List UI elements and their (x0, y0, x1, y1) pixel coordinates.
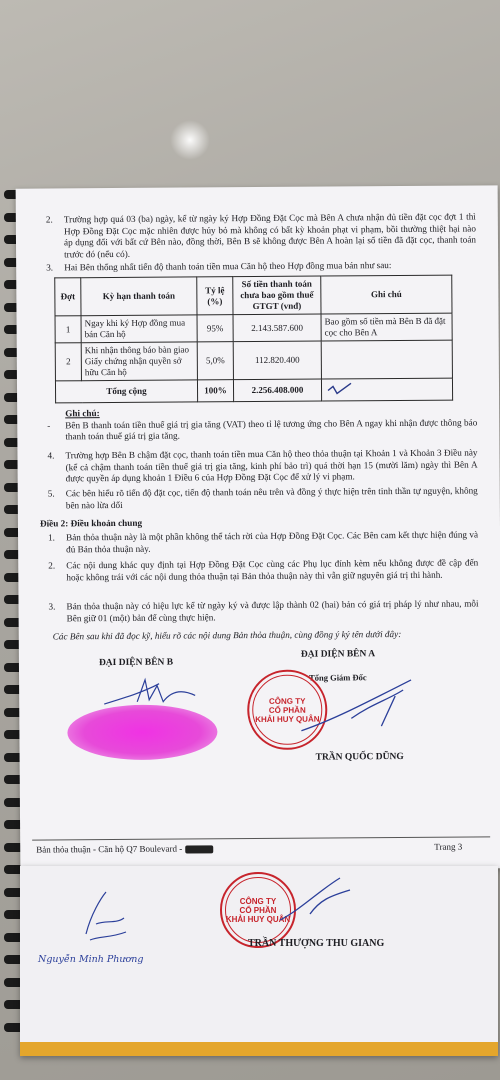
footer-left (36, 843, 213, 854)
total-so-tien: 2.256.408.000 (233, 379, 321, 402)
left-signature (66, 884, 136, 944)
cell-so-tien: 112.820.400 (233, 341, 321, 380)
clause-number: 3. (48, 601, 56, 612)
bullet-icon: - (47, 420, 51, 431)
stamp-line: CÔNG TY (239, 896, 277, 906)
stamp-line: CỔ PHẦN (268, 705, 306, 715)
clause-number: 4. (47, 450, 55, 461)
party-b-label: ĐẠI DIỆN BÊN B (98, 657, 174, 669)
redacted-block (185, 845, 213, 853)
next-page (20, 866, 498, 1056)
header-so-tien: Số tiền thanh toán chưa bao gồm thuế GTGT (vnđ) (233, 276, 321, 315)
header-ty-le: Tỷ lệ (%) (197, 277, 233, 315)
clause-number: 3. (46, 262, 54, 273)
footer-page-number: Trang 3 (434, 841, 463, 852)
party-a-signature (291, 660, 422, 741)
clause-2 (46, 211, 476, 260)
clause-text: Trường hợp Bên B chậm đặt cọc, thanh toán tiền mua Căn hộ theo thỏa thuận tại Khoản 1 và Khoản 3 Điều này (kể cả chậm thanh toán tiền thuế giá trị gia tăng, kinh phí bảo trì) quá thời hạn 15 (mười lăm) ngày thì Bên A được quyền áp dụng khoản 1 Điều 6 của Hợp Đồng Đặt Cọc để xử lý vi phạm. (65, 447, 478, 484)
article-2-item (48, 529, 478, 555)
payment-schedule-table (54, 275, 453, 404)
party-a-role: Tổng Giám Đốc (309, 672, 367, 683)
cell-ty-le: 95% (197, 315, 233, 342)
notes-title: Ghi chú: (65, 408, 100, 419)
document-page (16, 185, 500, 871)
clause-3 (46, 259, 476, 274)
clause-number: 2. (45, 214, 53, 225)
stamp-line: CÔNG TY (268, 696, 306, 706)
party-a-name: TRẦN QUỐC DŨNG (315, 751, 404, 763)
clause-text: Trường hợp quá 03 (ba) ngày, kể từ ngày ký Hợp Đồng Đặt Cọc mà Bên A chưa nhận đủ tiền đặt cọc đợt 1 thì Hợp Đồng Đặt Cọc mặc nhiên được hủy bỏ mà không có bất kỳ khoản phạt vi phạm, bồi thường thiệt hại nào áp dụng đối với bất cứ Bên nào, đồng thời, Bên B sẽ không được Bên A hoàn lại số tiền đã đặt cọc, thanh toán trước đó (nếu có). (63, 211, 477, 259)
party-a-label: ĐẠI DIỆN BÊN A (300, 649, 376, 660)
stamp-line: CỔ PHẦN (239, 905, 277, 915)
cell-dot: 1 (55, 316, 81, 343)
clause-text: Hai Bên thống nhất tiến độ thanh toán tiền mua Căn hộ theo Hợp đồng mua bán như sau: (64, 260, 392, 273)
stamp-line: KHẢI HUY QUÂN (255, 714, 320, 724)
clause-text: Bản thỏa thuận này là một phần không thể tách rời của Hợp Đồng Đặt Cọc. Các Bên cam kết thực hiện đúng và đủ Bản thỏa thuận này. (66, 529, 479, 554)
clause-5 (48, 485, 478, 511)
header-ky-han: Kỳ hạn thanh toán (81, 277, 197, 316)
total-ty-le: 100% (197, 380, 233, 402)
clause-number: 2. (48, 560, 56, 571)
closing-statement: Các Bên sau khi đã đọc kỹ, hiểu rõ các nội dung Bản thỏa thuận, cùng đồng ý ký tên dưới đây: (52, 629, 402, 642)
article-2-item (48, 557, 478, 583)
clause-number: 1. (48, 532, 55, 543)
check-mark-icon (325, 381, 355, 395)
right-signer-name: TRẦN THƯỢNG THU GIANG (248, 938, 385, 949)
cell-ghi-chu (321, 340, 452, 379)
total-label: Tổng cộng (55, 380, 197, 403)
cell-ghi-chu (321, 378, 452, 401)
article-2-title: Điều 2: Điều khoản chung (39, 517, 143, 529)
cell-ky-han: Khi nhận thông báo bàn giao Giấy chứng nhận quyền sở hữu Căn hộ (81, 342, 197, 381)
light-glare (170, 120, 210, 160)
article-2-item (49, 598, 479, 624)
footer-divider (32, 836, 490, 840)
clause-text: Các bên hiểu rõ tiến độ đặt cọc, tiến độ thanh toán nêu trên và đồng ý thực hiện trên tinh thần tự nguyện, không bên nào lừa dối (65, 485, 478, 510)
clause-text: Các nội dung khác quy định tại Hợp Đồng Đặt Cọc cùng các Phụ lục đính kèm nếu không được đề cập đến hoặc không trái với các nội dung thỏa thuận tại Bản thỏa thuận này thì vẫn giữ nguyên giá trị thi hành. (66, 557, 479, 582)
clause-text: Bản thỏa thuận này có hiệu lực kể từ ngày ký và được lập thành 02 (hai) bản có giá trị pháp lý như nhau, mỗi Bên giữ 01 (một) bản để cùng thực hiện. (66, 598, 479, 623)
cell-so-tien: 2.143.587.600 (233, 314, 321, 342)
right-signature (270, 870, 370, 930)
cell-ky-han: Ngay khi ký Hợp đồng mua bán Căn hộ (81, 315, 197, 343)
notes (47, 405, 477, 443)
clause-4 (47, 447, 477, 485)
redaction-mark (67, 704, 217, 760)
page-edge-strip (20, 1042, 498, 1056)
cell-dot: 2 (55, 343, 81, 381)
stamp-line: KHẢI HUY QUÂN (225, 914, 291, 924)
cell-ghi-chu: Bao gồm số tiền mà Bên B đã đặt cọc cho Bên A (321, 313, 452, 341)
cell-ty-le: 5,0% (197, 342, 233, 380)
left-signer-name: Nguyễn Minh Phương (38, 954, 144, 965)
table-row (55, 340, 452, 381)
header-dot: Đợt (55, 278, 81, 316)
header-ghi-chu: Ghi chú (321, 275, 452, 314)
footer-document-name: Bản thỏa thuận - Căn hộ Q7 Boulevard - (36, 843, 183, 855)
table-row (55, 313, 452, 343)
clause-number: 5. (47, 488, 55, 499)
notes-text: Bên B thanh toán tiền thuế giá trị gia tăng (VAT) theo tỉ lệ tương ứng cho Bên A ngay khi nhận được thông báo thanh toán thuế giá trị gia tăng. (65, 416, 478, 442)
table-total-row (55, 378, 452, 403)
table-header-row (55, 275, 452, 316)
